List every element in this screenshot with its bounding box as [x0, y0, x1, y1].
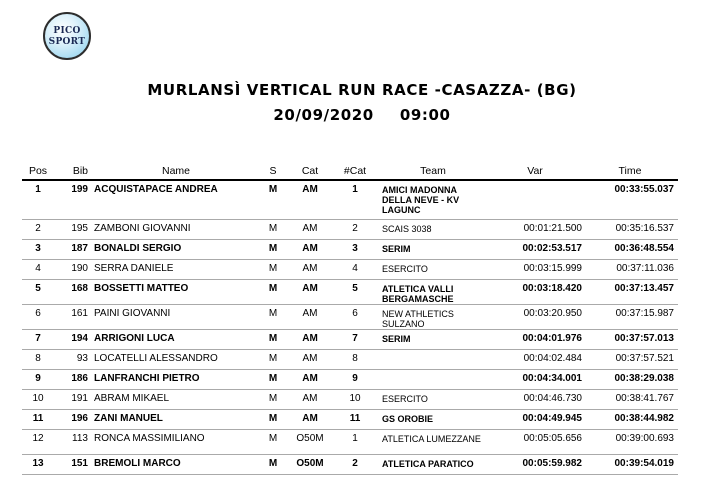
row-cat-rank-text: 3	[352, 242, 358, 254]
row-bib	[54, 304, 88, 329]
row-time-text: 00:37:57.521	[615, 352, 674, 364]
row-name	[88, 180, 258, 219]
col-header-cat[interactable]: Cat	[288, 163, 332, 180]
row-var-text	[488, 181, 582, 185]
row-name	[88, 259, 258, 279]
row-cat-rank-text: 5	[352, 282, 358, 294]
row-sex	[258, 429, 288, 454]
row-cat	[288, 239, 332, 259]
row-cat-text: AM	[302, 352, 318, 364]
col-header-pos[interactable]: Pos	[22, 163, 54, 180]
row-var-text: 00:05:59.982	[522, 457, 582, 469]
row-time	[582, 279, 678, 304]
race-time: 09:00	[399, 106, 451, 124]
table-row[interactable]	[22, 329, 678, 349]
row-time	[582, 349, 678, 369]
table-row[interactable]	[22, 409, 678, 429]
row-team	[378, 369, 488, 389]
row-cat-rank	[332, 219, 378, 239]
row-pos	[22, 409, 54, 429]
row-cat-rank-text: 7	[352, 332, 358, 344]
row-bib	[54, 349, 88, 369]
row-var	[488, 304, 582, 329]
row-cat-rank	[332, 279, 378, 304]
row-time	[582, 389, 678, 409]
row-bib-text: 151	[71, 457, 88, 469]
row-pos-text: 6	[35, 307, 41, 319]
row-time	[582, 259, 678, 279]
row-name-text: BONALDI SERGIO	[94, 242, 182, 254]
row-pos-text: 8	[35, 352, 41, 364]
row-cat	[288, 389, 332, 409]
row-var	[488, 349, 582, 369]
row-bib	[54, 239, 88, 259]
row-sex	[258, 259, 288, 279]
row-pos-text: 13	[32, 457, 44, 469]
row-team-text: ATLETICA VALLI BERGAMASCHE	[382, 283, 454, 304]
row-cat-rank-text: 1	[352, 184, 358, 195]
row-cat	[288, 304, 332, 329]
row-cat	[288, 279, 332, 304]
row-time	[582, 180, 678, 219]
row-bib-text: 194	[71, 332, 88, 344]
row-team	[378, 239, 488, 259]
row-pos	[22, 259, 54, 279]
row-sex	[258, 219, 288, 239]
row-cat-rank	[332, 349, 378, 369]
row-var	[488, 454, 582, 474]
row-var	[488, 279, 582, 304]
col-header-sex[interactable]: S	[258, 163, 288, 180]
row-pos-text: 11	[32, 412, 44, 424]
row-cat-rank-text: 9	[352, 372, 358, 384]
row-sex-text: M	[268, 412, 278, 424]
row-time-text: 00:39:54.019	[614, 457, 674, 469]
row-var	[488, 369, 582, 389]
row-team	[378, 329, 488, 349]
row-time-text: 00:37:11.036	[616, 262, 674, 274]
row-cat-text: O50M	[296, 457, 324, 469]
row-bib	[54, 329, 88, 349]
row-bib-text: 93	[76, 352, 88, 364]
col-header-cat-rank[interactable]: #Cat	[332, 163, 378, 180]
row-team	[378, 349, 488, 369]
race-date: 20/09/2020	[273, 106, 374, 124]
row-time-text: 00:38:44.982	[614, 412, 674, 424]
row-var-text: 00:05:05.656	[523, 432, 582, 444]
row-team-text: ATLETICA LUMEZZANE	[382, 433, 481, 444]
table-header-row	[22, 163, 678, 180]
row-team	[378, 389, 488, 409]
row-bib-text: 168	[71, 282, 88, 294]
row-name-text: ZANI MANUEL	[94, 412, 163, 424]
row-time	[582, 409, 678, 429]
row-name	[88, 219, 258, 239]
row-sex-text: M	[268, 184, 278, 195]
row-cat-rank-text: 2	[352, 222, 358, 234]
row-sex-text: M	[268, 352, 278, 364]
row-cat-rank	[332, 429, 378, 454]
row-cat-text: AM	[302, 307, 318, 319]
row-cat	[288, 180, 332, 219]
row-time	[582, 454, 678, 474]
row-var-text: 00:03:20.950	[523, 307, 582, 319]
row-time	[582, 219, 678, 239]
row-cat	[288, 259, 332, 279]
table-row[interactable]	[22, 429, 678, 454]
row-team	[378, 180, 488, 219]
row-cat-rank	[332, 329, 378, 349]
row-time-text: 00:38:29.038	[614, 372, 674, 384]
row-bib	[54, 279, 88, 304]
row-name	[88, 239, 258, 259]
row-team-text: SERIM	[382, 243, 411, 254]
row-team-text: GS OROBIE	[382, 413, 434, 424]
row-cat-rank-text: 10	[349, 392, 361, 404]
row-bib	[54, 389, 88, 409]
row-var	[488, 239, 582, 259]
row-pos-text: 7	[35, 332, 41, 344]
row-team-text: ESERCITO	[382, 263, 428, 274]
row-bib-text: 196	[71, 412, 88, 424]
row-pos	[22, 219, 54, 239]
row-pos	[22, 429, 54, 454]
row-team-text: SCAIS 3038	[382, 223, 432, 234]
row-time	[582, 239, 678, 259]
row-bib	[54, 409, 88, 429]
row-bib-text: 191	[71, 392, 88, 404]
row-var	[488, 409, 582, 429]
row-sex	[258, 180, 288, 219]
row-cat	[288, 349, 332, 369]
row-pos-text: 5	[35, 282, 41, 294]
row-bib	[54, 454, 88, 474]
row-pos	[22, 349, 54, 369]
row-cat-rank	[332, 454, 378, 474]
row-time-text: 00:36:48.554	[614, 242, 674, 254]
col-header-name[interactable]: Name	[88, 163, 258, 180]
row-team-text: NEW ATHLETICS SULZANO	[382, 308, 454, 329]
row-team	[378, 409, 488, 429]
row-cat-rank-text: 1	[352, 432, 358, 444]
row-cat-text: AM	[302, 262, 318, 274]
row-cat-rank	[332, 259, 378, 279]
col-header-time[interactable]: Time	[582, 163, 678, 180]
pico-sport-logo	[43, 12, 91, 60]
row-sex-text: M	[268, 372, 278, 384]
row-var-text: 00:01:21.500	[523, 222, 582, 234]
row-team	[378, 219, 488, 239]
row-pos	[22, 329, 54, 349]
row-var	[488, 389, 582, 409]
logo-text-line2: SPORT	[48, 37, 86, 47]
table-row[interactable]	[22, 389, 678, 409]
row-pos	[22, 180, 54, 219]
logo-text-line1: PICO	[53, 26, 81, 36]
row-cat-text: AM	[302, 332, 318, 344]
row-cat-rank-text: 8	[352, 352, 358, 364]
table-row[interactable]	[22, 304, 678, 329]
row-var	[488, 219, 582, 239]
row-name-text: RONCA MASSIMILIANO	[94, 432, 205, 444]
row-cat-text: AM	[302, 282, 318, 294]
row-cat-rank	[332, 369, 378, 389]
row-cat	[288, 219, 332, 239]
row-sex-text: M	[268, 262, 278, 274]
row-team-text	[382, 370, 488, 374]
row-pos-text: 12	[32, 432, 44, 444]
row-sex	[258, 279, 288, 304]
row-time-text: 00:38:41.767	[615, 392, 674, 404]
results-table-container	[22, 163, 678, 475]
row-sex-text: M	[268, 332, 278, 344]
row-cat	[288, 369, 332, 389]
row-cat-rank	[332, 239, 378, 259]
row-var	[488, 180, 582, 219]
row-var-text: 00:03:18.420	[522, 282, 582, 294]
row-time-text: 00:33:55.037	[614, 184, 674, 195]
row-pos-text: 2	[35, 222, 41, 234]
row-time-text: 00:35:16.537	[615, 222, 674, 234]
row-team-text: ATLETICA PARATICO	[382, 458, 474, 469]
row-name	[88, 369, 258, 389]
row-pos-text: 1	[35, 184, 41, 195]
row-name	[88, 304, 258, 329]
row-cat-text: AM	[302, 412, 318, 424]
row-bib	[54, 429, 88, 454]
row-cat-text: AM	[302, 242, 318, 254]
row-pos-text: 4	[35, 262, 41, 274]
row-time-text: 00:39:00.693	[615, 432, 674, 444]
race-title: MURLANSÌ VERTICAL RUN RACE -CASAZZA- (BG)	[147, 81, 577, 99]
row-name-text: LANFRANCHI PIETRO	[94, 372, 200, 384]
row-name-text: ACQUISTAPACE ANDREA	[94, 184, 218, 195]
row-pos-text: 3	[35, 242, 41, 254]
row-team-text: AMICI MADONNA DELLA NEVE - KV LAGUNC	[382, 185, 460, 215]
row-sex-text: M	[268, 392, 278, 404]
row-time-text: 00:37:13.457	[614, 282, 674, 294]
row-pos	[22, 304, 54, 329]
row-name	[88, 349, 258, 369]
row-sex	[258, 369, 288, 389]
row-bib	[54, 180, 88, 219]
row-cat	[288, 409, 332, 429]
row-cat-text: AM	[302, 222, 318, 234]
row-name	[88, 454, 258, 474]
row-bib	[54, 219, 88, 239]
row-cat-rank	[332, 304, 378, 329]
row-sex-text: M	[268, 457, 278, 469]
row-time	[582, 304, 678, 329]
row-var-text: 00:04:46.730	[523, 392, 582, 404]
results-table	[22, 163, 678, 475]
row-name-text: BREMOLI MARCO	[94, 457, 181, 469]
table-row[interactable]	[22, 180, 678, 219]
row-team	[378, 259, 488, 279]
row-sex	[258, 389, 288, 409]
row-sex-text: M	[268, 282, 278, 294]
row-cat-text: AM	[302, 372, 318, 384]
row-cat-text: O50M	[296, 432, 324, 444]
row-pos	[22, 389, 54, 409]
row-time	[582, 429, 678, 454]
row-cat-rank-text: 2	[352, 457, 358, 469]
row-cat-text: AM	[302, 184, 318, 195]
row-var	[488, 429, 582, 454]
row-cat	[288, 454, 332, 474]
row-cat-rank-text: 4	[352, 262, 358, 274]
row-sex	[258, 329, 288, 349]
row-var-text: 00:03:15.999	[523, 262, 582, 274]
row-sex	[258, 454, 288, 474]
row-name	[88, 279, 258, 304]
row-time	[582, 369, 678, 389]
row-var-text: 00:04:02.484	[523, 352, 582, 364]
row-sex-text: M	[268, 222, 278, 234]
row-pos	[22, 369, 54, 389]
row-time-text: 00:37:57.013	[614, 332, 674, 344]
row-cat-rank	[332, 409, 378, 429]
row-team	[378, 454, 488, 474]
row-cat-rank-text: 6	[352, 307, 358, 319]
table-row[interactable]	[22, 239, 678, 259]
row-team-text: ESERCITO	[382, 393, 428, 404]
row-bib-text: 195	[71, 222, 88, 234]
row-bib-text: 190	[71, 262, 88, 274]
row-var-text: 00:04:49.945	[522, 412, 582, 424]
row-pos-text: 9	[35, 372, 41, 384]
row-var	[488, 329, 582, 349]
row-name	[88, 409, 258, 429]
row-time-text: 00:37:15.987	[615, 307, 674, 319]
row-cat-text: AM	[302, 392, 318, 404]
row-team	[378, 279, 488, 304]
row-var-text: 00:02:53.517	[522, 242, 582, 254]
row-team	[378, 304, 488, 329]
row-pos-text: 10	[32, 392, 44, 404]
row-var	[488, 259, 582, 279]
row-team-text	[382, 350, 488, 354]
row-sex-text: M	[268, 432, 278, 444]
row-sex	[258, 349, 288, 369]
table-row[interactable]	[22, 454, 678, 474]
row-name-text: ZAMBONI GIOVANNI	[94, 222, 191, 234]
row-bib-text: 199	[71, 184, 88, 195]
table-row[interactable]	[22, 279, 678, 304]
race-datetime	[0, 106, 724, 124]
row-time	[582, 329, 678, 349]
row-sex-text: M	[268, 307, 278, 319]
col-header-team[interactable]: Team	[378, 163, 488, 180]
row-sex	[258, 239, 288, 259]
row-name-text: SERRA DANIELE	[94, 262, 174, 274]
row-bib-text: 161	[71, 307, 88, 319]
row-name	[88, 429, 258, 454]
row-var-text: 00:04:34.001	[522, 372, 582, 384]
row-bib	[54, 369, 88, 389]
row-pos	[22, 454, 54, 474]
col-header-var[interactable]: Var	[488, 163, 582, 180]
row-name	[88, 389, 258, 409]
row-name	[88, 329, 258, 349]
col-header-bib[interactable]: Bib	[54, 163, 88, 180]
row-cat	[288, 329, 332, 349]
row-bib-text: 113	[72, 432, 88, 444]
row-bib-text: 187	[71, 242, 88, 254]
row-sex	[258, 409, 288, 429]
table-row[interactable]	[22, 369, 678, 389]
row-bib-text: 186	[71, 372, 88, 384]
table-row[interactable]	[22, 219, 678, 239]
row-cat-rank	[332, 389, 378, 409]
row-pos	[22, 239, 54, 259]
table-row[interactable]	[22, 349, 678, 369]
row-cat-rank	[332, 180, 378, 219]
row-team-text: SERIM	[382, 333, 411, 344]
row-bib	[54, 259, 88, 279]
row-name-text: BOSSETTI MATTEO	[94, 282, 189, 294]
row-cat-rank-text: 11	[349, 412, 361, 424]
row-name-text: ABRAM MIKAEL	[94, 392, 170, 404]
row-name-text: PAINI GIOVANNI	[94, 307, 171, 319]
row-name-text: LOCATELLI ALESSANDRO	[94, 352, 218, 364]
row-team	[378, 429, 488, 454]
row-sex	[258, 304, 288, 329]
table-row[interactable]	[22, 259, 678, 279]
row-pos	[22, 279, 54, 304]
row-var-text: 00:04:01.976	[522, 332, 582, 344]
row-cat	[288, 429, 332, 454]
row-name-text: ARRIGONI LUCA	[94, 332, 175, 344]
row-sex-text: M	[268, 242, 278, 254]
